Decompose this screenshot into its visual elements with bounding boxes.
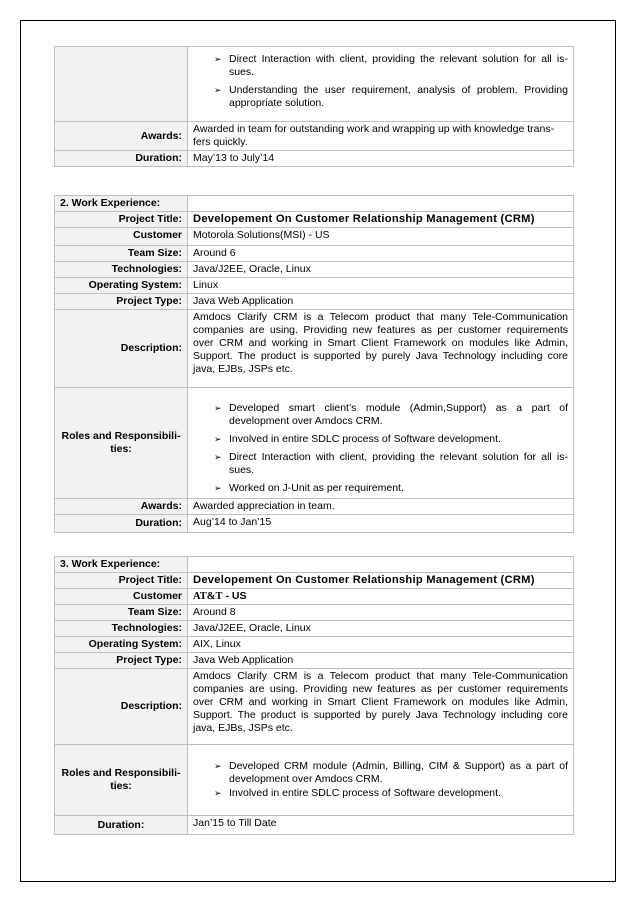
empty-cell — [188, 557, 574, 573]
arrow-bullet-icon: ➢ — [214, 85, 222, 95]
project-type-label: Project Type: — [55, 653, 188, 669]
arrow-bullet-icon: ➢ — [214, 434, 222, 444]
arrow-bullet-icon: ➢ — [214, 54, 222, 64]
roles-cell — [188, 388, 574, 499]
previous-experience-table — [54, 46, 574, 167]
arrow-bullet-icon: ➢ — [214, 403, 222, 413]
operating-system-label: Operating System: — [55, 278, 188, 294]
list-item: ➢ Involved in entire SDLC process of Software development. — [214, 787, 501, 799]
description-value: Amdocs Clarify CRM is a Telecom product that many Tele-Communication companies are using. Providing new features as per customer requirements over CRM and working in Smart Client Framework on modules like Admin, Support. The product is supported by purely Java Technology including core java, EJBs, JSPs etc. — [188, 669, 574, 745]
roles-label: Roles and Responsibili-ties: — [55, 388, 188, 499]
list-item: ➢ Developed CRM module (Admin, Billing, CIM & Support) as a part of development over Amdocs CRM. — [214, 760, 568, 785]
team-size-value: Around 8 — [188, 605, 574, 621]
customer-label: Customer — [55, 589, 188, 605]
roles-cell — [188, 47, 574, 122]
duration-value: Jan’15 to Till Date — [188, 816, 574, 835]
customer-value: Motorola Solutions(MSI) - US — [188, 228, 574, 246]
customer-value — [188, 589, 574, 605]
list-item: ➢ Worked on J-Unit as per requirement. — [214, 482, 404, 494]
team-size-label: Team Size: — [55, 605, 188, 621]
arrow-bullet-icon: ➢ — [214, 452, 222, 462]
project-title-label: Project Title: — [55, 573, 188, 589]
list-item: ➢ Direct Interaction with client, providing the relevant solution for all is-sues. — [214, 451, 568, 476]
team-size-value: Around 6 — [188, 246, 574, 262]
duration-label: Duration: — [55, 816, 188, 835]
awards-value: Awarded in team for outstanding work and wrapping up with knowledge trans-fers quickly. — [188, 122, 574, 151]
project-type-value: Java Web Application — [188, 653, 574, 669]
description-value: Amdocs Clarify CRM is a Telecom product that many Tele-Communication companies are using. Providing new features as per customer requirements over CRM and working in Smart Client Framework on modules like Admin, Support. The product is supported by purely Java Technology including core java, EJBs, JSPs etc. — [188, 310, 574, 388]
roles-list — [193, 53, 568, 110]
roles-cell — [188, 745, 574, 816]
operating-system-value: AIX, Linux — [188, 637, 574, 653]
technologies-value: Java/J2EE, Oracle, Linux — [188, 262, 574, 278]
empty-cell — [188, 196, 574, 212]
duration-value: Aug’14 to Jan’15 — [188, 515, 574, 533]
roles-label: Roles and Responsibili-ties: — [55, 745, 188, 816]
description-label: Description: — [55, 310, 188, 388]
work-experience-3-table — [54, 556, 574, 835]
list-item: ➢ Direct Interaction with client, providing the relevant solution for all is-sues. — [214, 53, 568, 78]
technologies-label: Technologies: — [55, 621, 188, 637]
technologies-label: Technologies: — [55, 262, 188, 278]
awards-value: Awarded appreciation in team. — [188, 499, 574, 515]
project-title-value: Developement On Customer Relationship Management (CRM) — [188, 212, 574, 228]
project-type-label: Project Type: — [55, 294, 188, 310]
work-experience-2-table — [54, 195, 574, 533]
customer-region: - US — [222, 590, 247, 602]
project-type-value: Java Web Application — [188, 294, 574, 310]
section-heading: 2. Work Experience: — [55, 196, 188, 212]
duration-label: Duration: — [55, 515, 188, 533]
roles-list — [193, 402, 568, 495]
operating-system-value: Linux — [188, 278, 574, 294]
empty-label-cell — [55, 47, 188, 122]
arrow-bullet-icon: ➢ — [214, 761, 222, 771]
arrow-bullet-icon: ➢ — [214, 788, 222, 798]
roles-list — [193, 760, 568, 800]
project-title-value: Developement On Customer Relationship Management (CRM) — [188, 573, 574, 589]
customer-label: Customer — [55, 228, 188, 246]
customer-name: AT&T — [193, 591, 223, 602]
description-label: Description: — [55, 669, 188, 745]
list-item: ➢ Understanding the user requirement, analysis of problem. Providing appropriate solution. — [214, 84, 568, 109]
duration-value: May’13 to July’14 — [188, 151, 574, 167]
section-heading: 3. Work Experience: — [55, 557, 188, 573]
list-item: ➢ Developed smart client’s module (Admin,Support) as a part of development over Amdocs CRM. — [214, 402, 568, 427]
arrow-bullet-icon: ➢ — [214, 483, 222, 493]
duration-label: Duration: — [55, 151, 188, 167]
awards-label: Awards: — [55, 499, 188, 515]
operating-system-label: Operating System: — [55, 637, 188, 653]
awards-label: Awards: — [55, 122, 188, 151]
team-size-label: Team Size: — [55, 246, 188, 262]
list-item: ➢ Involved in entire SDLC process of Software development. — [214, 433, 501, 445]
technologies-value: Java/J2EE, Oracle, Linux — [188, 621, 574, 637]
project-title-label: Project Title: — [55, 212, 188, 228]
